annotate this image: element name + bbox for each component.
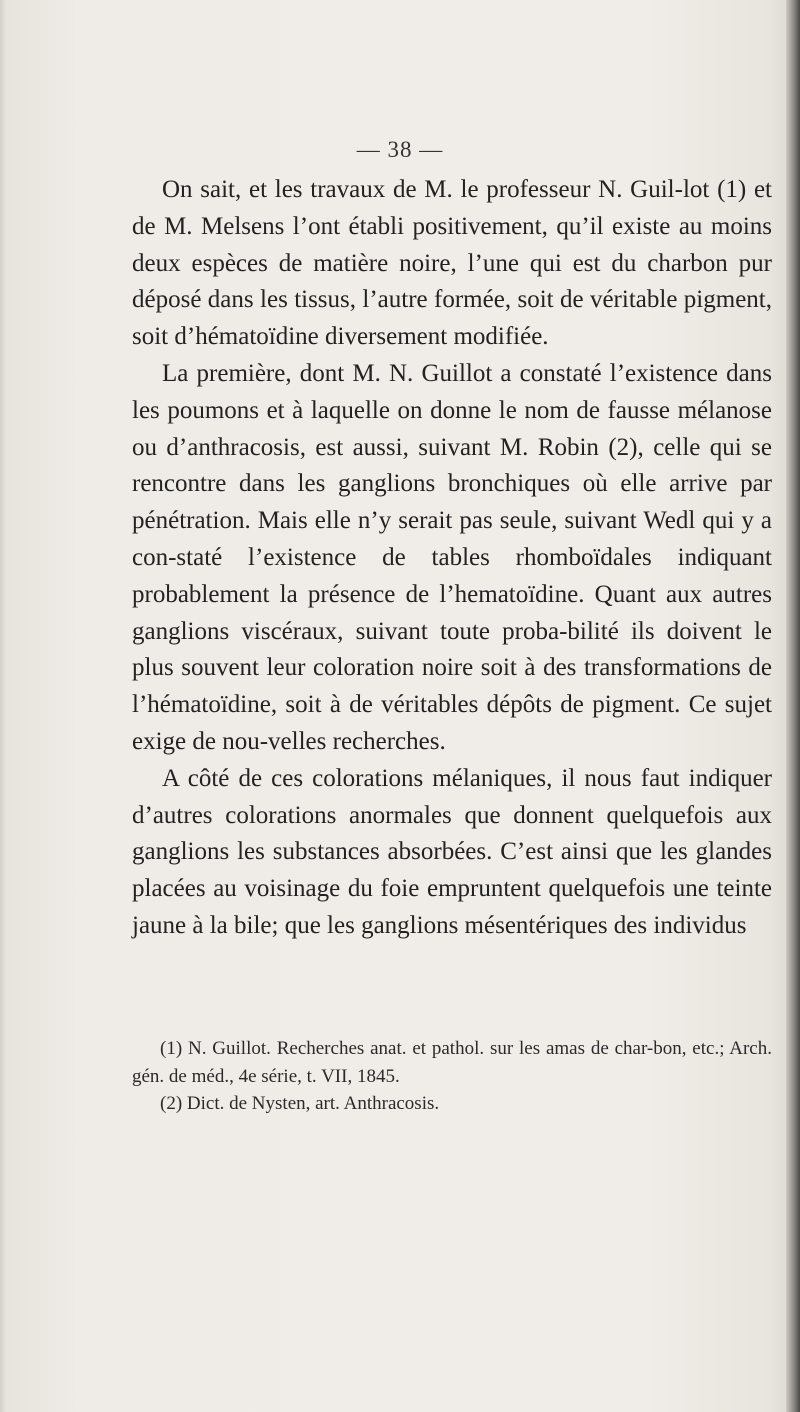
paragraph-3: A côté de ces colorations mélaniques, il nous faut indiquer d’autres colorations anormales que donnent quelquefois aux ganglions les substances absorbées. C’est ainsi que les glandes placées au voisinage du foie empruntent quelquefois une teinte jaune à la bile; que les ganglions mésentériques des individus (132, 764, 772, 939)
paragraph-1: On sait, et les travaux de M. le professeur N. Guil-lot (1) et de M. Melsens l’ont établi positivement, qu’il existe au moins deux espèces de matière noire, l’une qui est du charbon pur déposé dans les tissus, l’autre formée, soit de véritable pigment, soit d’hématoïdine diversement modifiée. (132, 176, 772, 351)
page-number: — 38 — (356, 137, 444, 162)
footnotes (132, 1035, 772, 1118)
page-right-edge-shadow (786, 0, 800, 1412)
page-left-edge-shadow (0, 0, 6, 1412)
footnote-1: (1) N. Guillot. Recherches anat. et pathol. sur les amas de char-bon, etc.; Arch. gén. de méd., 4e série, t. VII, 1845. (132, 1038, 772, 1087)
paragraph-2: La première, dont M. N. Guillot a constaté l’existence dans les poumons et à laquelle on donne le nom de fausse mélanose ou d’anthracosis, est aussi, suivant M. Robin (2), celle qui se rencontre dans les ganglions bronchiques où elle arrive par pénétration. Mais elle n’y serait pas seule, suivant Wedl qui y a con-staté l’existence de tables rhomboïdales indiquant probablement la présence de l’hematoïdine. Quant aux autres ganglions viscéraux, suivant toute proba-bilité ils doivent le plus souvent leur coloration noire soit à des transformations de l’hématoïdine, soit à de véritables dépôts de pigment. Ce sujet exige de nou-velles recherches. (132, 359, 772, 755)
footnote-2: (2) Dict. de Nysten, art. Anthracosis. (160, 1093, 440, 1114)
body-text (132, 172, 772, 945)
